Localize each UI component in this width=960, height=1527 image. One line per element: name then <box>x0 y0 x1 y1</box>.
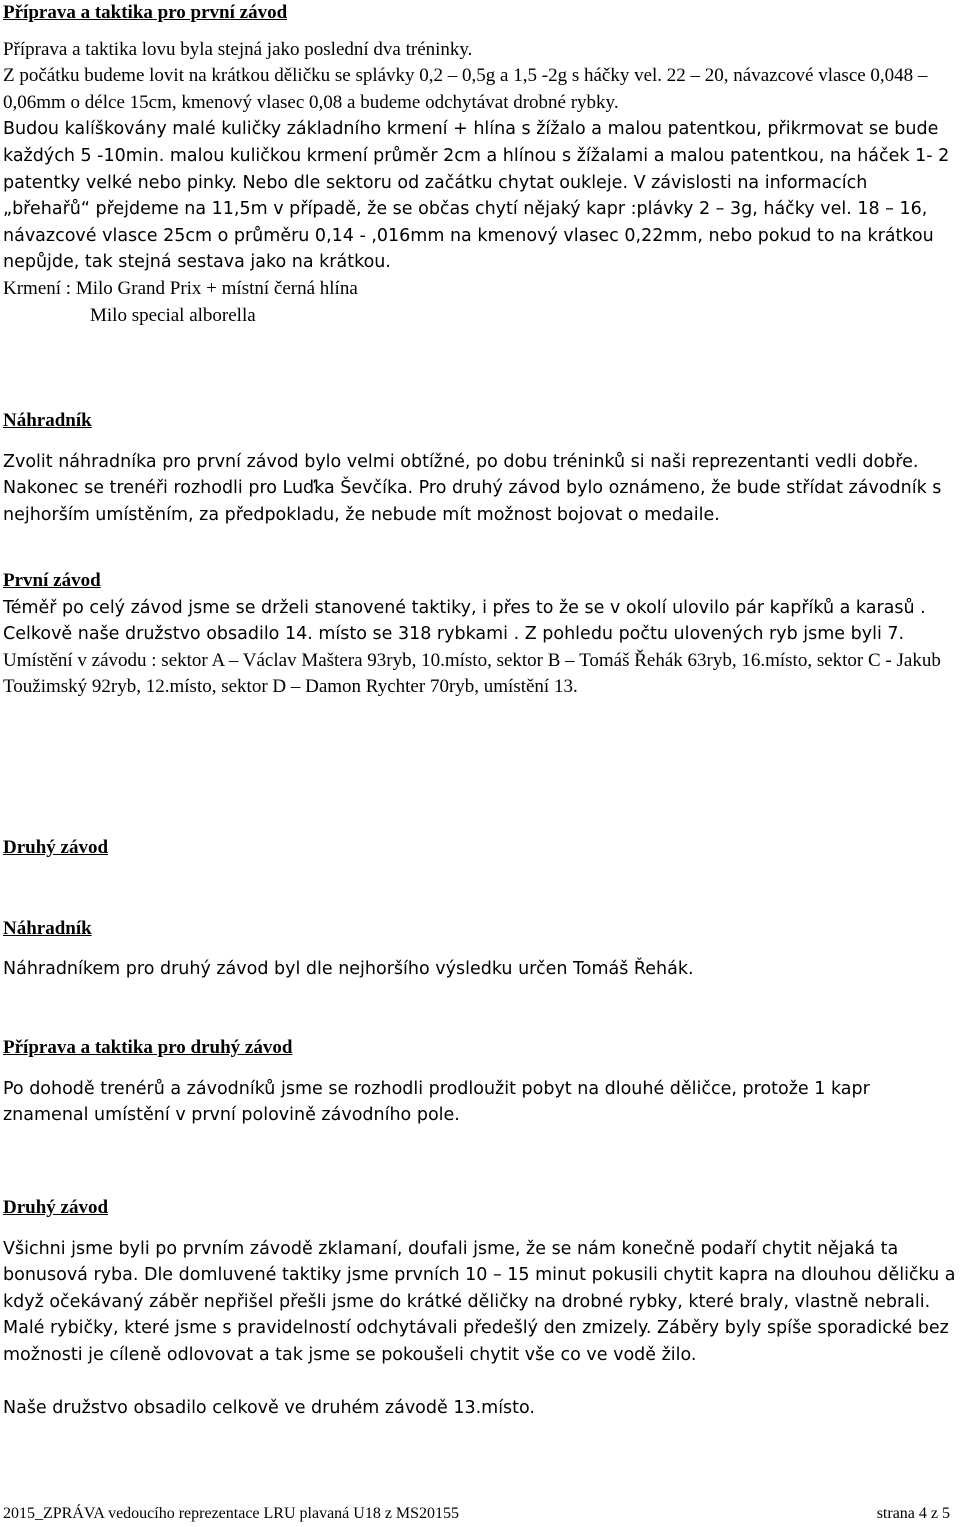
page-footer <box>3 1504 950 1524</box>
heading-preparation-second: Příprava a taktika pro druhý závod <box>3 1037 293 1058</box>
section-preparation-second <box>3 1035 958 1129</box>
heading-second-race-report: Druhý závod <box>3 1197 109 1218</box>
section-preparation-first <box>3 0 958 329</box>
para-second-race-report: Všichni jsme byli po prvním závodě zklamaní, doufali jsme, že se nám konečně podaří chytit nějaká ta bonusová ryba. Dle domluvené taktiky jsme prvních 10 – 15 minut pokusili chytit kapra na dlouhou děličku a když očekávaný záběr nepřišel přešli jsme do krátké děličky na drobné rybky, které braly, vlastně nebrali. Malé rybičky, které jsme s pravidelností odchytávali předešlý den zmizely. Záběry byly spíše sporadické bez možnosti je cíleně odlovovat a tak jsme se pokoušeli chytit vše co ve vodě žilo. <box>3 1238 956 1365</box>
para-second-race-result: Naše družstvo obsadilo celkově ve druhém závodě 13.místo. <box>3 1397 535 1418</box>
section-first-race <box>3 568 958 701</box>
para-feeding: Budou kalíškovány malé kuličky základního krmení + hlína s žížalo a malou patentkou, přikrmovat se bude každých 5 -10min. malou kuličkou krmení průměr 2cm a hlínou s žížalami a malou patentkou, na háček 1- 2 patentky velké nebo pinky. Nebo dle sektoru od začátku chytat oukleje. V závislosti na informacích „břehařů“ přejdeme na 11,5m v případě, že se občas chytí nějaký kapr :plávky 2 – 3g, háčky vel. 18 – 16, návazcové vlasce 25cm o průměru 0,14 - ,016mm na kmenový vlasec 0,22mm, nebo pokud to na krátkou nepůjde, tak stejná sestava jako na krátkou. <box>3 119 950 273</box>
heading-second-race: Druhý závod <box>3 837 109 858</box>
para-substitute-second: Náhradníkem pro druhý závod byl dle nejhoršího výsledku určen Tomáš Řehák. <box>3 959 694 980</box>
section-second-race <box>3 1195 958 1421</box>
footer-page-number: strana 4 z 5 <box>876 1505 950 1522</box>
heading-substitute-second: Náhradník <box>3 917 92 939</box>
section-substitute <box>3 408 958 528</box>
para-feed-mix-1: Krmení : Milo Grand Prix + místní černá hlína <box>3 277 358 299</box>
heading-first-race: První závod <box>3 570 101 591</box>
footer-document-title: 2015_ZPRÁVA vedoucího reprezentace LRU plavaná U18 z MS20155 <box>3 1505 460 1522</box>
para-substitute: Zvolit náhradníka pro první závod bylo velmi obtížné, po dobu tréninků si naši reprezentanti vedli dobře. Nakonec se trenéři rozhodli pro Luďka Ševčíka. Pro druhý závod bylo oznámeno, že bude střídat závodník s nejhorším umístěním, za předpokladu, že nebude mít možnost bojovat o medaile. <box>3 451 942 525</box>
para-first-race-tactics: Téměř po celý závod jsme se drželi stanovené taktiky, i přes to že se v okolí ulovilo pár kapříků a karasů . <box>3 597 926 618</box>
para-first-race-placements: Umístění v závodu : sektor A – Václav Maštera 93ryb, 10.místo, sektor B – Tomáš Řehák 63ryb, 16.místo, sektor C - Jakub Toužimský 92ryb, 12.místo, sektor D – Damon Rychter 70ryb, umístění 13. <box>3 649 941 698</box>
heading-preparation-first: Příprava a taktika pro první závod <box>3 2 288 23</box>
para-preparation-second: Po dohodě trenérů a závodníků jsme se rozhodli prodloužit pobyt na dlouhé děličce, protože 1 kapr znamenal umístění v první polovině závodního pole. <box>3 1078 870 1126</box>
para-first-race-result: Celkově naše družstvo obsadilo 14. místo se 318 rybkami . Z pohledu počtu ulovených ryb jsme byli 7. <box>3 624 905 645</box>
section-second-race-sub <box>3 835 958 983</box>
para-same-tactics: Příprava a taktika lovu byla stejná jako poslední dva tréninky. <box>3 38 473 60</box>
para-feed-mix-2: Milo special alborella <box>90 304 256 326</box>
heading-substitute: Náhradník <box>3 410 92 431</box>
para-short-pole: Z počátku budeme lovit na krátkou děličku se splávky 0,2 – 0,5g a 1,5 -2g s háčky vel. 22 – 20, návazcové vlasce 0,048 – 0,06mm o délce 15cm, kmenový vlasec 0,08 a budeme odchytávat drobné rybky. <box>3 65 928 113</box>
